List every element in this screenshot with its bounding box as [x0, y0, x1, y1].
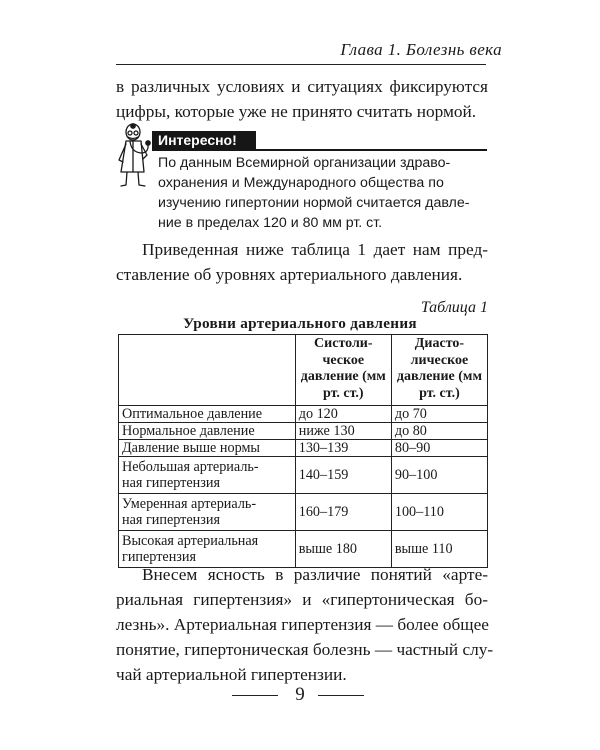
callout-line: По данным Всемирной организации здраво-	[158, 155, 451, 171]
row-systolic: 160–179	[295, 494, 391, 531]
callout-line: изучению гипертонии нормой считается давле-	[158, 195, 470, 211]
row-diastolic: 90–100	[391, 457, 487, 494]
page-number: 9	[295, 684, 305, 705]
footer-rule-right	[318, 695, 364, 696]
row-systolic: до 120	[295, 406, 391, 423]
diastolic-header-line: (мм рт. ст.)	[419, 369, 482, 401]
table-intro-line: Приведенная ниже таблица 1 дает нам пред-	[142, 240, 488, 259]
table-intro-paragraph	[116, 237, 488, 287]
row-systolic: 130–139	[295, 440, 391, 457]
closing-line: Внесем ясность в различие понятий «арте-	[142, 565, 488, 584]
header-rule	[116, 64, 486, 65]
systolic-header-line: Систоли-	[314, 336, 373, 351]
closing-line: понятие, гипертоническая болезнь — частный слу-	[116, 640, 494, 659]
row-systolic: выше 180	[295, 531, 391, 568]
intro-paragraph	[116, 74, 488, 124]
closing-paragraph	[116, 562, 494, 687]
row-diastolic: выше 110	[391, 531, 487, 568]
callout-line: охранения и Международного общества по	[158, 175, 444, 191]
chapter-header-title: Глава 1. Болезнь века	[340, 40, 502, 59]
row-diastolic: 100–110	[391, 494, 487, 531]
table-row	[119, 457, 488, 494]
callout-line: ние в пределах 120 и 80 мм рт. ст.	[158, 215, 383, 231]
systolic-header-line: ческое	[322, 352, 365, 368]
closing-line: чай артериальной гипертензии.	[116, 665, 347, 684]
systolic-header	[295, 335, 391, 406]
table-row	[119, 406, 488, 423]
systolic-header-line: давление	[300, 369, 359, 384]
table-row	[119, 494, 488, 531]
doctor-with-stethoscope-icon	[114, 122, 154, 192]
blood-pressure-table	[118, 334, 488, 568]
table-row	[119, 440, 488, 457]
row-category-line: Умеренная артериаль-	[122, 496, 257, 512]
table-intro-line: ставление об уровнях артериального давления.	[116, 265, 463, 284]
table-caption: Таблица 1	[420, 299, 488, 316]
callout-body	[158, 153, 470, 233]
footer-rule-left	[232, 695, 278, 696]
callout-heading: Интересно!	[152, 131, 256, 150]
row-category	[119, 494, 296, 531]
row-diastolic: до 70	[391, 406, 487, 423]
table-row	[119, 423, 488, 440]
row-diastolic: 80–90	[391, 440, 487, 457]
table-title: Уровни артериального давления	[183, 315, 417, 332]
diastolic-header-line: Диасто-	[414, 336, 465, 351]
row-category-line: гипертензия	[122, 549, 197, 565]
diastolic-header-line: лическое	[410, 352, 469, 368]
row-systolic: ниже 130	[295, 423, 391, 440]
table-header-row	[119, 335, 488, 406]
closing-line: лезнь». Артериальная гипертензия — более общее	[116, 615, 489, 634]
closing-line: риальная гипертензия» и «гипертоническая бо-	[116, 590, 488, 609]
row-category	[119, 457, 296, 494]
row-category: Давление выше нормы	[119, 440, 296, 457]
diastolic-header	[391, 335, 487, 406]
intro-line: цифры, которые уже не принято считать нормой.	[116, 102, 477, 121]
intro-line: в различных условиях и ситуациях фиксируются	[116, 77, 488, 96]
row-category: Оптимальное давление	[119, 406, 296, 423]
row-diastolic: до 80	[391, 423, 487, 440]
page-footer	[0, 686, 600, 706]
row-systolic: 140–159	[295, 457, 391, 494]
row-category-line: ная гипертензия	[122, 475, 220, 491]
row-category-line: Высокая артериальная	[122, 533, 259, 549]
category-header	[119, 335, 296, 406]
diastolic-header-line: давление	[396, 369, 455, 384]
row-category-line: Небольшая артериаль-	[122, 459, 259, 475]
systolic-header-line: (мм рт. ст.)	[322, 369, 386, 401]
callout-rule	[152, 149, 487, 151]
row-category-line: ная гипертензия	[122, 512, 220, 528]
row-category: Нормальное давление	[119, 423, 296, 440]
